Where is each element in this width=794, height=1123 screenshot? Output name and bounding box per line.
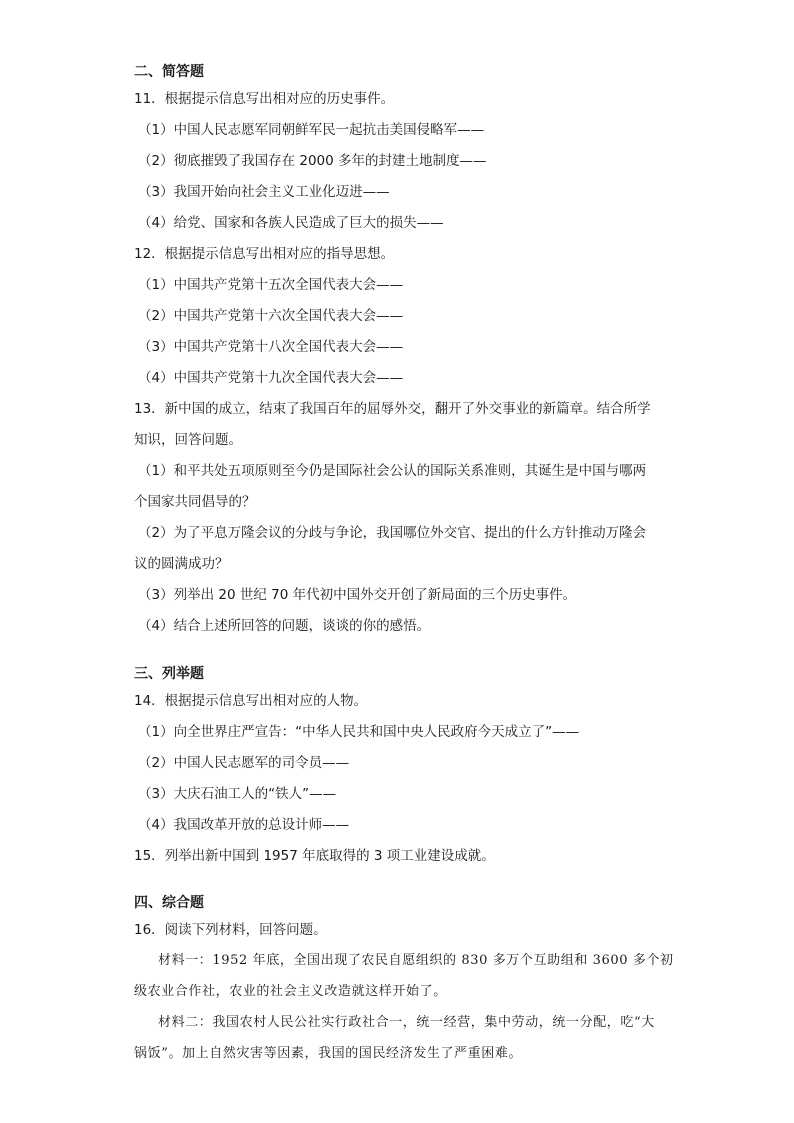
material-1-line-1: 材料一：1952 年底，全国出现了农民自愿组织的 830 多万个互助组和 3600 多个初 <box>158 953 674 968</box>
material-2-line-2: 锅饭”。加上自然灾害等因素，我国的国民经济发生了严重困难。 <box>134 1046 523 1061</box>
question-16-stem: 16．阅读下列材料，回答问题。 <box>134 922 327 938</box>
question-13-item-2-line-2: 议的圆满成功？ <box>134 556 229 572</box>
question-13-item-4: （4）结合上述所回答的问题，谈谈的你的感悟。 <box>138 618 431 634</box>
question-13-item-1-line-1: （1）和平共处五项原则至今仍是国际社会公认的国际关系准则，其诞生是中国与哪两 <box>138 463 647 479</box>
question-11-item-3: （3）我国开始向社会主义工业化迈进—— <box>138 184 390 200</box>
question-12-item-2: （2）中国共产党第十六次全国代表大会—— <box>138 308 404 324</box>
question-12-item-3: （3）中国共产党第十八次全国代表大会—— <box>138 339 404 355</box>
question-12-item-1: （1）中国共产党第十五次全国代表大会—— <box>138 277 404 293</box>
question-13-item-1-line-2: 个国家共同倡导的？ <box>134 494 256 510</box>
question-13-item-2-line-1: （2）为了平息万隆会议的分歧与争论，我国哪位外交官、提出的什么方针推动万隆会 <box>138 525 647 541</box>
section-heading-short-answer: 二、简答题 <box>134 64 204 80</box>
question-14-stem: 14．根据提示信息写出相对应的人物。 <box>134 693 368 709</box>
section-heading-listing: 三、列举题 <box>134 666 204 682</box>
question-14-item-2: （2）中国人民志愿军的司令员—— <box>138 755 350 771</box>
material-2-line-1: 材料二：我国农村人民公社实行政社合一，统一经营，集中劳动，统一分配，吃“大 <box>158 1015 655 1030</box>
question-14-item-3: （3）大庆石油工人的“铁人”—— <box>138 786 337 802</box>
question-13-stem-line-2: 知识，回答问题。 <box>134 432 242 448</box>
question-14-item-1: （1）向全世界庄严宣告：“中华人民共和国中央人民政府今天成立了”—— <box>138 724 580 740</box>
material-1-line-2: 级农业合作社，农业的社会主义改造就这样开始了。 <box>134 984 447 999</box>
question-11-item-2: （2）彻底摧毁了我国存在 2000 多年的封建土地制度—— <box>138 153 487 169</box>
section-heading-comprehensive: 四、综合题 <box>134 895 204 911</box>
question-12-item-4: （4）中国共产党第十九次全国代表大会—— <box>138 370 404 386</box>
question-13-item-3: （3）列举出 20 世纪 70 年代初中国外交开创了新局面的三个历史事件。 <box>138 587 577 603</box>
question-11-item-1: （1）中国人民志愿军同朝鲜军民一起抗击美国侵略军—— <box>138 122 485 138</box>
question-12-stem: 12．根据提示信息写出相对应的指导思想。 <box>134 246 395 262</box>
question-11-stem: 11．根据提示信息写出相对应的历史事件。 <box>134 91 395 107</box>
question-13-stem-line-1: 13．新中国的成立，结束了我国百年的屈辱外交，翻开了外交事业的新篇章。结合所学 <box>134 401 651 417</box>
question-11-item-4: （4）给党、国家和各族人民造成了巨大的损失—— <box>138 215 444 231</box>
question-15-stem: 15．列举出新中国到 1957 年底取得的 3 项工业建设成就。 <box>134 848 495 864</box>
question-14-item-4: （4）我国改革开放的总设计师—— <box>138 817 350 833</box>
